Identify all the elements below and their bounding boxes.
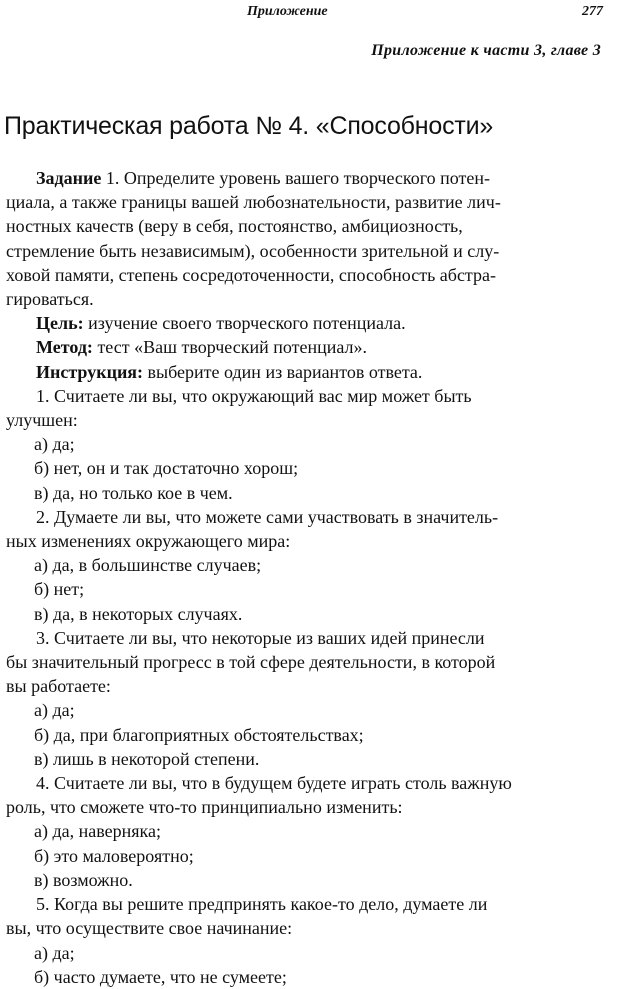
task-line: гироваться. (6, 289, 94, 310)
goal-label: Цель: (36, 313, 84, 334)
answer-option: а) да, в большинстве случаев; (34, 555, 262, 576)
answer-option: б) да, при благоприятных обстоятельствах; (34, 724, 364, 745)
task-line: стремление быть независимым), особенности зрительной и слу- (6, 240, 500, 261)
task-line: циала, а также границы вашей любознательности, развитие лич- (6, 192, 501, 213)
question-4: 4. Считаете ли вы, что в будущем будете играть столь важную (36, 773, 512, 794)
page-number: 277 (582, 4, 603, 19)
answer-option: а) да; (34, 434, 75, 455)
answer-option: б) нет, он и так достаточно хорош; (34, 458, 299, 479)
running-header (0, 4, 620, 24)
page-title: Практическая работа № 4. «Способности» (4, 112, 494, 140)
body-text (6, 166, 614, 989)
section-title: Приложение (247, 4, 328, 19)
goal-line: Цель: изучение своего творческого потенциала. (36, 313, 406, 334)
question-5-cont: вы, что осуществите свое начинание: (6, 918, 293, 939)
method-line: Метод: тест «Ваш творческий потенциал». (36, 337, 368, 358)
answer-option: в) возможно. (34, 869, 133, 890)
instruction-label: Инструкция: (36, 361, 144, 382)
task-line: ховой памяти, степень сосредоточенности, способность абстра- (6, 264, 496, 285)
question-1-cont: улучшен: (6, 410, 78, 431)
answer-option: в) лишь в некоторой степени. (34, 748, 260, 769)
method-label: Метод: (36, 337, 93, 358)
question-5: 5. Когда вы решите предпринять какое-то дело, думаете ли (36, 894, 488, 915)
answer-option: в) да, в некоторых случаях. (34, 603, 243, 624)
question-4-cont: роль, что сможете что-то принципиально изменить: (6, 797, 403, 818)
question-2-cont: ных изменениях окружающего мира: (6, 531, 291, 552)
task-line: Задание 1. Определите уровень вашего творческого потен- (36, 168, 491, 188)
answer-option: а) да; (34, 942, 75, 963)
question-2: 2. Думаете ли вы, что можете сами участвовать в значитель- (36, 506, 499, 527)
answer-option: б) это маловероятно; (34, 845, 194, 866)
question-3-cont: бы значительный прогресс в той сфере деятельности, в которой (6, 652, 496, 673)
question-3-cont: вы работаете: (6, 676, 111, 697)
task-line: ностных качеств (веру в себя, постоянство, амбициозность, (6, 216, 463, 237)
answer-option: б) нет; (34, 579, 85, 600)
instruction-line: Инструкция: выберите один из вариантов ответа. (36, 361, 423, 382)
question-1: 1. Считаете ли вы, что окружающий вас мир может быть (36, 385, 472, 406)
subsection-title: Приложение к части 3, главе 3 (371, 42, 601, 59)
answer-option: а) да; (34, 700, 75, 721)
task-label: Задание (36, 168, 102, 188)
question-3: 3. Считаете ли вы, что некоторые из ваших идей принесли (36, 627, 485, 648)
answer-option: а) да, наверняка; (34, 821, 162, 842)
answer-option: б) часто думаете, что не сумеете; (34, 966, 287, 987)
answer-option: в) да, но только кое в чем. (34, 482, 233, 503)
